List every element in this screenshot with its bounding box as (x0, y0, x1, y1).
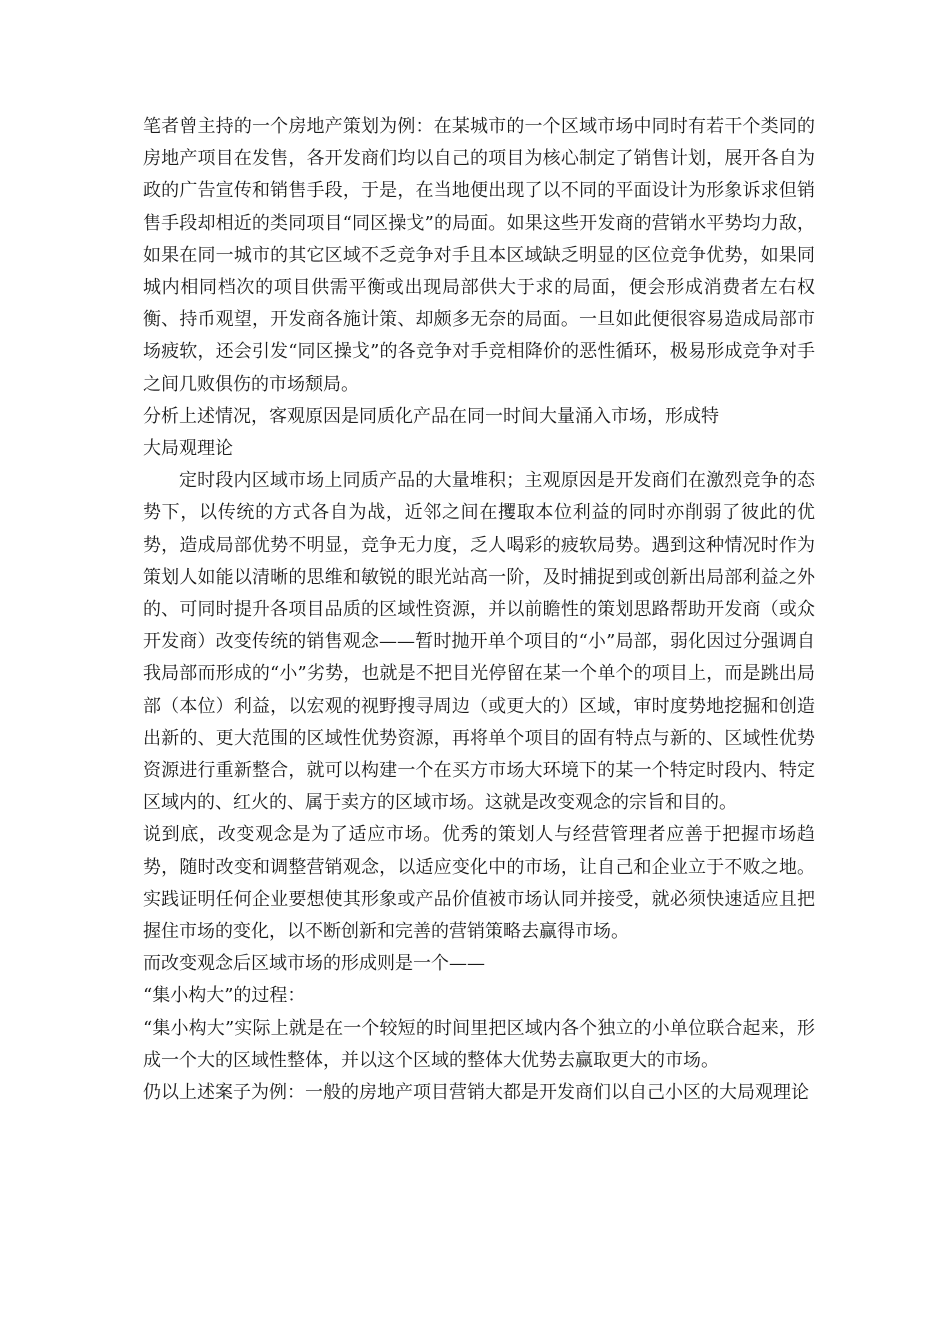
paragraph-jixiao-heading: “集小构大”的过程： (143, 985, 306, 1007)
body-text (143, 111, 815, 1109)
paragraph-analysis-start: 分析上述情况，客观原因是同质化产品在同一时间大量涌入市场，形成特 (143, 405, 719, 427)
paragraph-jixiao-definition: “集小构大”实际上就是在一个较短的时间里把区域内各个独立的小单位联合起来，形成一个大的区域性整体，并以这个区域的整体大优势去赢取更大的市场。 (143, 1017, 815, 1071)
running-header-text: 大局观理论 (143, 438, 233, 460)
paragraph-adapt-market: 说到底，改变观念是为了适应市场。优秀的策划人与经营管理者应善于把握市场趋势，随时改变和调整营销观念，以适应变化中的市场，让自己和企业立于不败之地。实践证明任何企业要想使其形象或产品价值被市场认同并接受，就必须快速适应且把握住市场的变化，以不断创新和完善的营销策略去赢得市场。 (143, 824, 815, 943)
paragraph-regional-market-lead: 而改变观念后区域市场的形成则是一个—— (143, 953, 485, 975)
paragraph-case-example: 仍以上述案子为例：一般的房地产项目营销大都是开发商们以自己小区的大局观理论 (143, 1082, 809, 1104)
paragraph-case-intro: 笔者曾主持的一个房地产策划为例：在某城市的一个区域市场中同时有若干个类同的房地产项目在发售，各开发商们均以自己的项目为核心制定了销售计划，展开各自为政的广告宣传和销售手段，于是，在当地便出现了以不同的平面设计为形象诉求但销售手段却相近的类同项目“同区操戈”的局面。如果这些开发商的营销水平势均力敌，如果在同一城市的其它区域不乏竞争对手且本区域缺乏明显的区位竞争优势，如果同城内相同档次的项目供需平衡或出现局部供大于求的局面，便会形成消费者左右权衡、持币观望，开发商各施计策、却颇多无奈的局面。一旦如此便很容易造成局部市场疲软，还会引发“同区操戈”的各竞争对手竞相降价的恶性循环，极易形成竞争对手之间几败俱伤的市场颓局。 (143, 116, 815, 395)
paragraph-analysis-continued: 定时段内区域市场上同质产品的大量堆积；主观原因是开发商们在激烈竞争的态势下，以传统的方式各自为战，近邻之间在攫取本位利益的同时亦削弱了彼此的优势，造成局部优势不明显，竞争无力度，乏人喝彩的疲软局势。遇到这种情况时作为策划人如能以清晰的思维和敏锐的眼光站高一阶，及时捕捉到或创新出局部利益之外的、可同时提升各项目品质的区域性资源，并以前瞻性的策划思路帮助开发商（或众开发商）改变传统的销售观念——暂时抛开单个项目的“小”局部，弱化因过分强调自我局部而形成的“小”劣势，也就是不把目光停留在某一个单个的项目上，而是跳出局部（本位）利益，以宏观的视野搜寻周边（或更大的）区域，审时度势地挖掘和创造出新的、更大范围的区域性优势资源，再将单个项目的固有特点与新的、区域性优势资源进行重新整合，就可以构建一个在买方市场大环境下的某一个特定时段内、特定区域内的、红火的、属于卖方的区域市场。这就是改变观念的宗旨和目的。 (143, 470, 815, 814)
